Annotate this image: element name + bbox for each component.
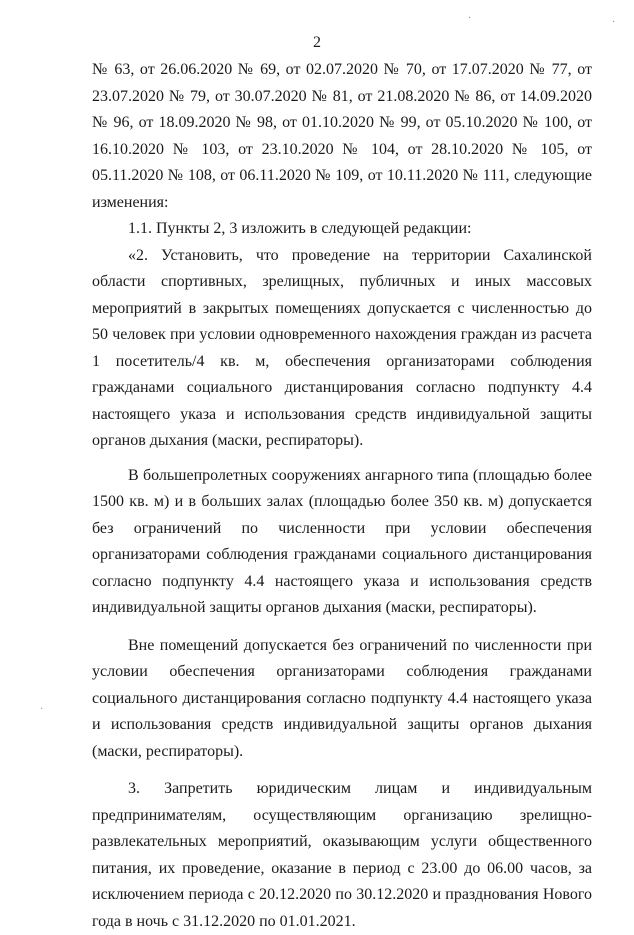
scan-speck: · <box>612 17 616 28</box>
paragraph-item-1-1: 1.1. Пункты 2, 3 изложить в следующей редакции: <box>128 220 472 237</box>
paragraph-outdoor: Вне помещений допускается без ограничений по численности при условии обеспечения организаторами соблюдения гражданами социального дистанцирования согласно подпункту 4.4 настоящего указа и использования средств индивидуальной защиты органов дыхания (маски, респираторы). <box>92 636 592 760</box>
document-body <box>92 57 592 935</box>
scan-speck: · <box>40 704 44 715</box>
paragraph-point-2: «2. Установить, что проведение на территории Сахалинской области спортивных, зрелищных, публичных и иных массовых мероприятий в закрытых помещениях допускается с численностью до 50 человек при условии одновременного нахождения граждан из расчета 1 посетитель/4 кв. м, обеспечения организаторами соблюдения гражданами социального дистанцирования согласно подпункту 4.4 настоящего указа и использования средств индивидуальной защиты органов дыхания (маски, респираторы). <box>92 246 592 449</box>
paragraph-amendment-list: № 63, от 26.06.2020 № 69, от 02.07.2020 № 70, от 17.07.2020 № 77, от 23.07.2020 № 79, от 30.07.2020 № 81, от 21.08.2020 № 86, от 14.09.2020 № 96, от 18.09.2020 № 98, от 01.10.2020 № 99, от 05.10.2020 № 100, от 16.10.2020 № 103, от 23.10.2020 № 104, от 28.10.2020 № 105, от 05.11.2020 № 108, от 06.11.2020 № 109, от 10.11.2020 № 111, следующие изменения: <box>92 61 592 211</box>
page-number: 2 <box>313 34 321 51</box>
paragraph-hangar-venues: В большепролетных сооружениях ангарного типа (площадью более 1500 кв. м) и в больших залах (площадью более 350 кв. м) допускается без ограничений по численности при условии обеспечения организаторами соблюдения гражданами социального дистанцирования согласно подпункту 4.4 настоящего указа и использования средств индивидуальной защиты органов дыхания (маски, респираторы). <box>92 466 592 616</box>
scan-speck: · <box>468 13 472 24</box>
paragraph-point-3: 3. Запретить юридическим лицам и индивидуальным предпринимателям, осуществляющим организацию зрелищно-развлекательных мероприятий, оказывающим услуги общественного питания, их проведение, оказание в период с 23.00 до 06.00 часов, за исключением периода с 20.12.2020 по 30.12.2020 и празднования Нового года в ночь с 31.12.2020 по 01.01.2021. <box>92 780 592 930</box>
